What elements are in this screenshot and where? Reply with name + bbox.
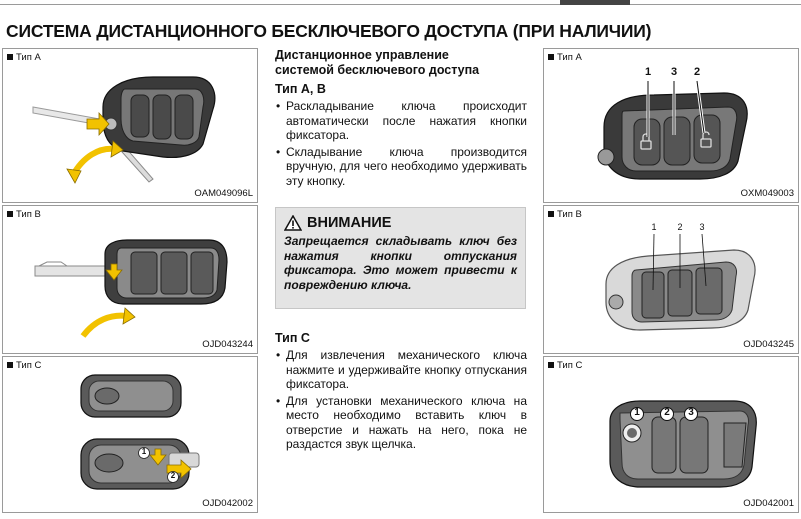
figure-left-type-b bbox=[2, 205, 258, 354]
figure-label-text: Тип A bbox=[16, 52, 41, 63]
type-b-fob-buttons-illustration bbox=[544, 206, 799, 354]
bullet-item: • Складывание ключа производится вручную, для чего необходимо удерживать эту кнопку. bbox=[275, 145, 527, 189]
callout-1: 1 bbox=[141, 447, 147, 456]
header-rule-line bbox=[0, 4, 801, 5]
type-c-smart-key-buttons-illustration bbox=[544, 357, 799, 513]
figure-label bbox=[548, 360, 582, 371]
section-subtitle-line-2: системой бесключевого доступа bbox=[275, 63, 480, 77]
figure-label bbox=[7, 209, 41, 220]
figure-code: OJD043244 bbox=[202, 339, 253, 350]
bullet-item: • Для извлечения механического ключа нажмите и удерживайте кнопку отпускания фиксатора. bbox=[275, 348, 527, 392]
fold-key-unfold-illustration bbox=[3, 49, 258, 203]
header-tab-marker bbox=[560, 0, 630, 5]
warning-heading-text: ВНИМАНИЕ bbox=[307, 215, 392, 231]
figure-label-text: Тип A bbox=[557, 52, 582, 63]
figure-label bbox=[548, 52, 582, 63]
figure-label-text: Тип C bbox=[16, 360, 42, 371]
callout-1: 1 bbox=[634, 407, 640, 418]
callout-3: 3 bbox=[688, 407, 694, 418]
bullet-square-icon bbox=[7, 362, 13, 368]
callout-2: 2 bbox=[693, 66, 701, 78]
callout-1: 1 bbox=[644, 66, 652, 78]
figure-code: OJD042002 bbox=[202, 498, 253, 509]
figure-label bbox=[7, 52, 41, 63]
figure-code: OJD043245 bbox=[743, 339, 794, 350]
figure-label-text: Тип B bbox=[16, 209, 41, 220]
bullet-square-icon bbox=[548, 54, 554, 60]
callout-1: 1 bbox=[651, 222, 657, 232]
warning-box bbox=[275, 207, 526, 309]
callout-3: 3 bbox=[699, 222, 705, 232]
figure-right-type-b bbox=[543, 205, 799, 354]
figure-left-type-c bbox=[2, 356, 258, 513]
figure-label bbox=[7, 360, 41, 371]
callout-2: 2 bbox=[664, 407, 670, 418]
bullet-square-icon bbox=[548, 362, 554, 368]
figure-label-text: Тип C bbox=[557, 360, 583, 371]
bullet-square-icon bbox=[548, 211, 554, 217]
warning-text: Запрещается складывать ключ без нажатия кнопки отпускания фиксатора. Это может привести к повреждению ключа. bbox=[284, 234, 517, 292]
figure-label bbox=[548, 209, 582, 220]
callout-2: 2 bbox=[170, 471, 176, 480]
section-type-ab bbox=[275, 48, 527, 190]
bullet-square-icon bbox=[7, 54, 13, 60]
type-ab-bullet-list bbox=[275, 99, 527, 188]
figure-code: OXM049003 bbox=[740, 188, 794, 199]
bullet-item: • Раскладывание ключа происходит автоматически после нажатия кнопки фиксатора. bbox=[275, 99, 527, 143]
type-ab-heading: Тип A, B bbox=[275, 82, 326, 96]
warning-heading bbox=[284, 215, 517, 231]
page-title: СИСТЕМА ДИСТАНЦИОННОГО БЕСКЛЮЧЕВОГО ДОСТУПА (ПРИ НАЛИЧИИ) bbox=[6, 21, 652, 41]
section-type-c bbox=[275, 327, 527, 454]
callout-3: 3 bbox=[670, 66, 678, 78]
figure-code: OJD042001 bbox=[743, 498, 794, 509]
top-rule bbox=[0, 0, 801, 10]
flip-key-illustration bbox=[3, 206, 258, 354]
figure-label-text: Тип B bbox=[557, 209, 582, 220]
type-c-bullet-list bbox=[275, 348, 527, 452]
type-c-heading: Тип C bbox=[275, 331, 310, 345]
smart-key-mechanical-key-illustration bbox=[3, 357, 258, 513]
callout-2: 2 bbox=[677, 222, 683, 232]
figure-right-type-a bbox=[543, 48, 799, 203]
bullet-square-icon bbox=[7, 211, 13, 217]
section-subtitle-line-1: Дистанционное управление bbox=[275, 48, 449, 62]
figure-left-type-a bbox=[2, 48, 258, 203]
figure-code: OAM049096L bbox=[194, 188, 253, 199]
bullet-item: • Для установки механического ключа на место необходимо вставить ключ в отверстие и нажать на него, пока не раздастся звук щелчка. bbox=[275, 394, 527, 452]
warning-triangle-icon bbox=[284, 215, 302, 231]
figure-right-type-c bbox=[543, 356, 799, 513]
